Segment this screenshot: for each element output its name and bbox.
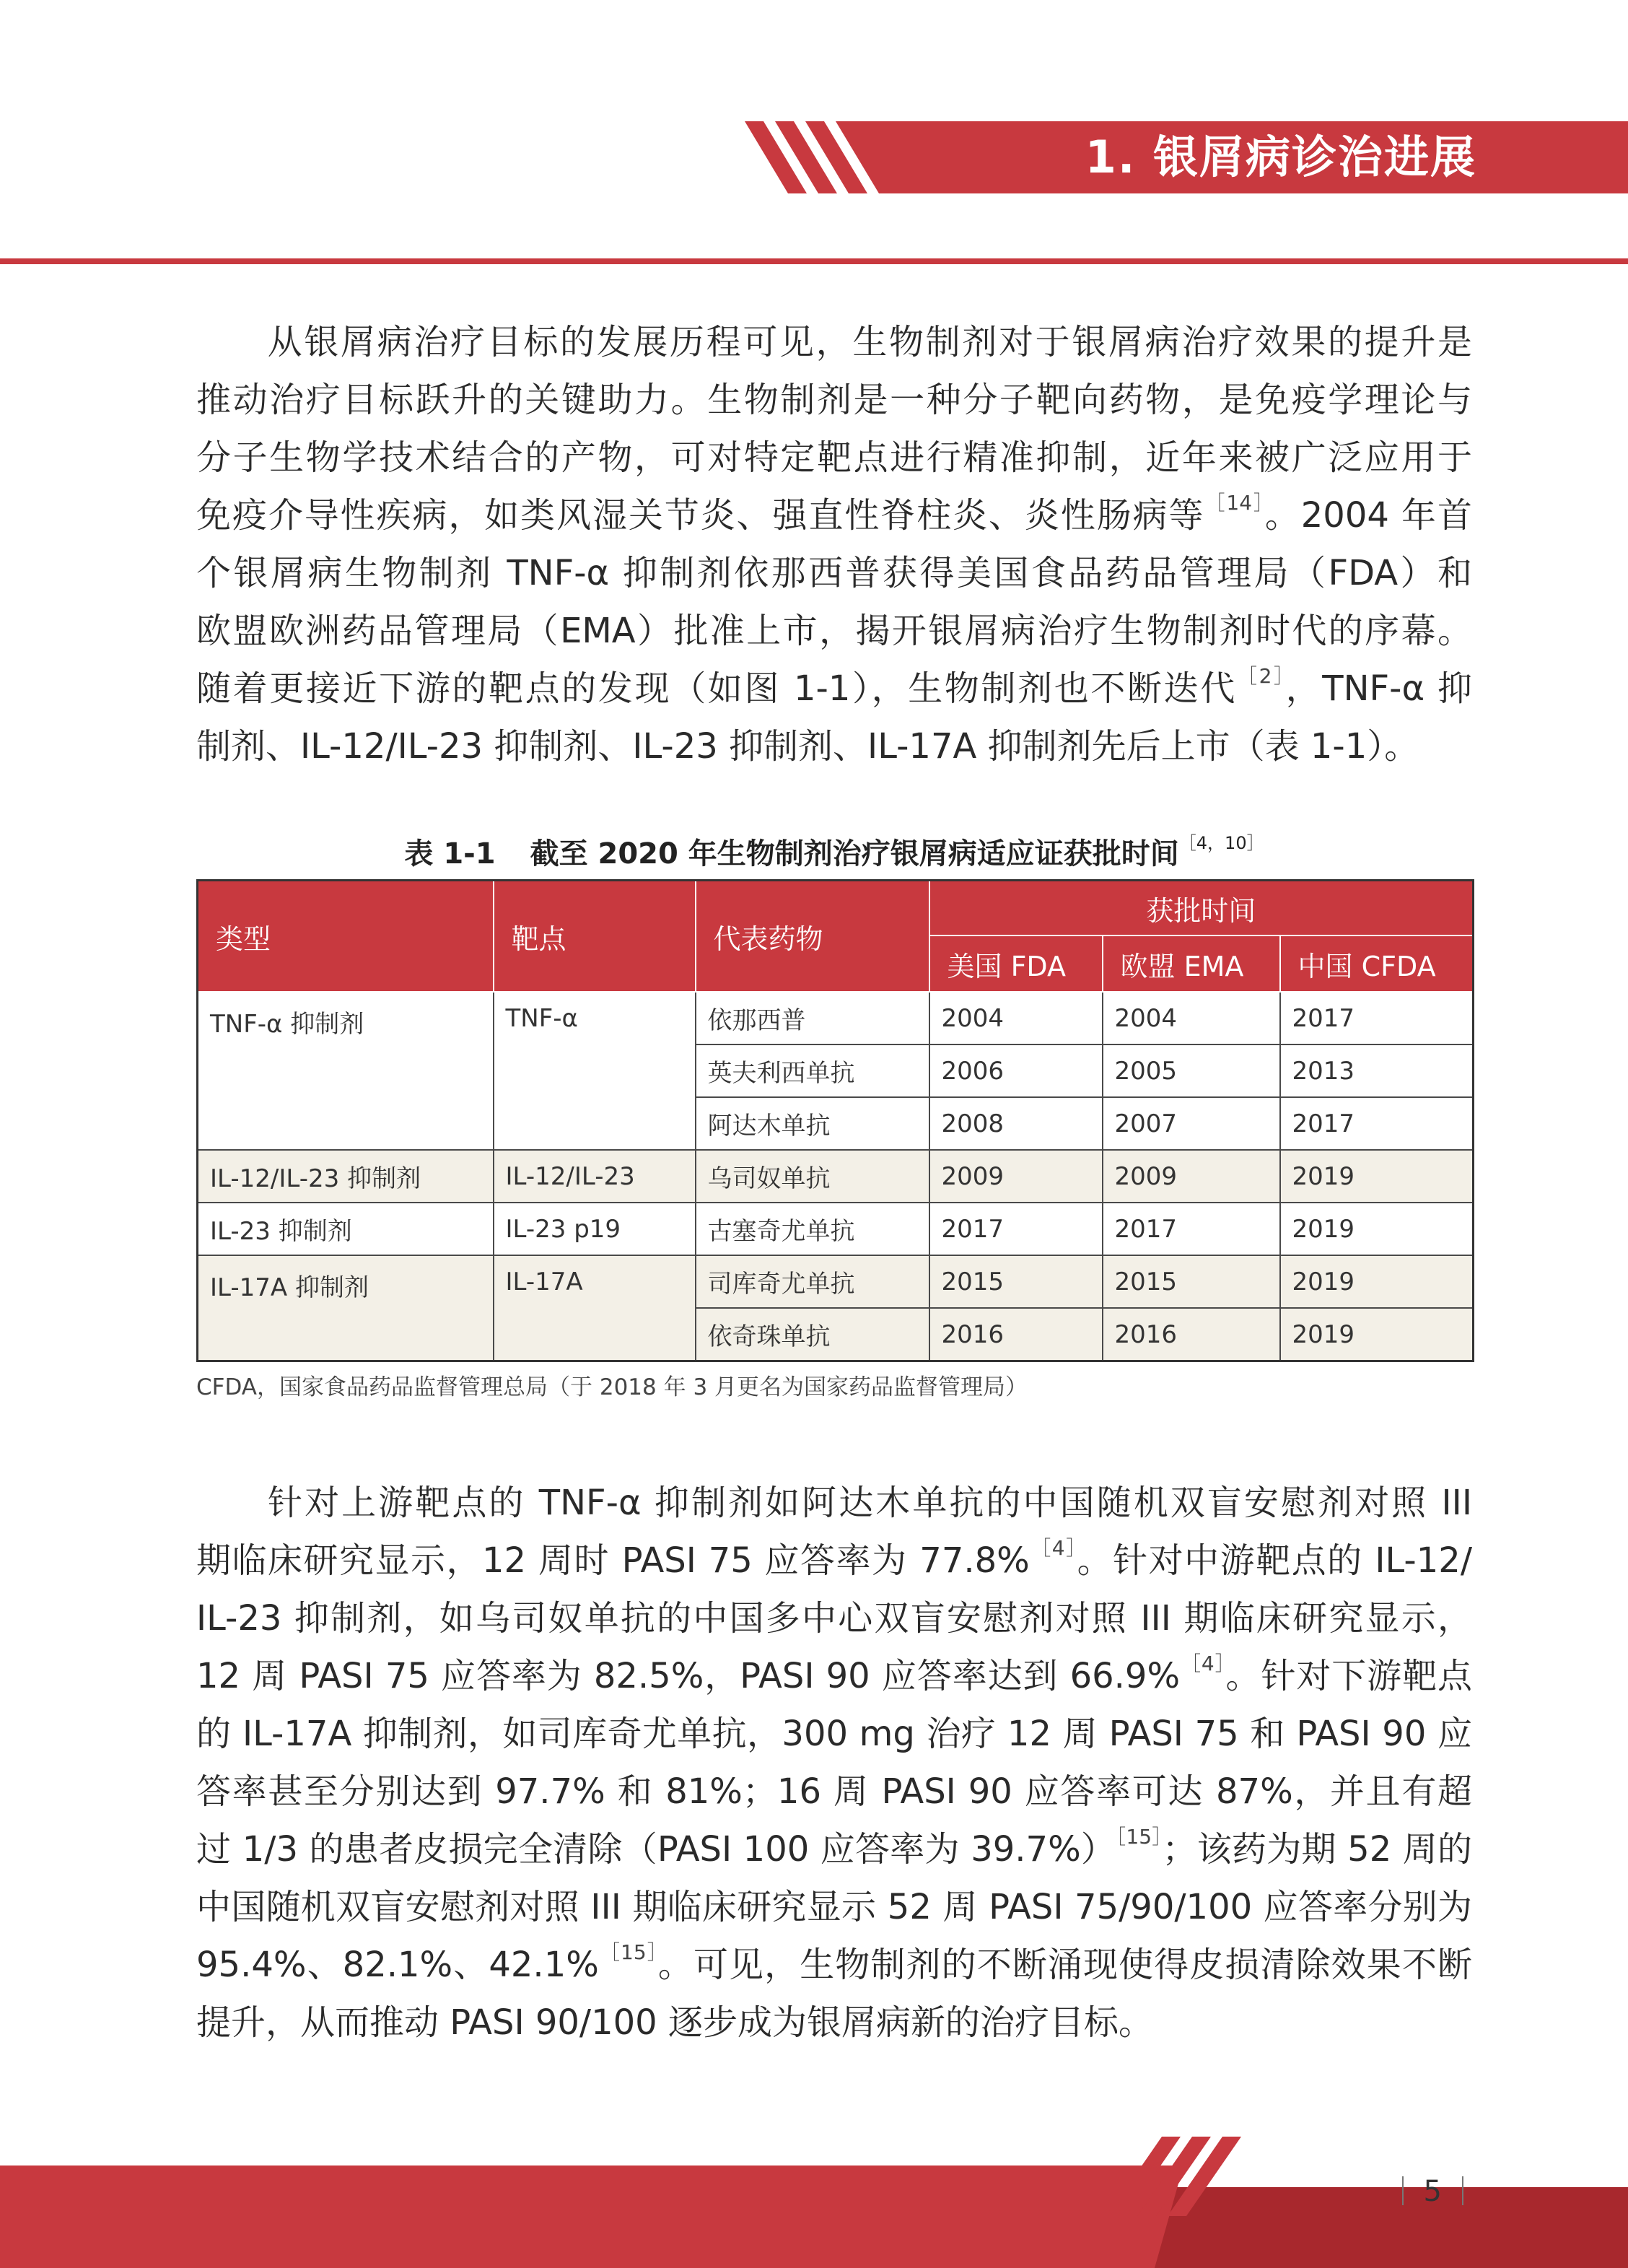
- text-line: 推动治疗目标跃升的关键助力。生物制剂是一种分子靶向药物，是免疫学理论与: [196, 380, 1472, 420]
- text-line: 随着更接近下游的靶点的发现（如图 1-1），生物制剂也不断迭代$^{[2]}$，TNF-α 抑: [196, 664, 1472, 709]
- header-rule: [0, 258, 1628, 264]
- table-row: [198, 1203, 1474, 1255]
- text-line: 个银屑病生物制剂 TNF-α 抑制剂依那西普获得美国食品药品管理局（FDA）和: [196, 553, 1472, 593]
- text-line: 免疫介导性疾病，如类风湿关节炎、强直性脊柱炎、炎性肠病等$^{[14]}$。2004 年首: [196, 491, 1472, 536]
- cell-drug: 乌司奴单抗: [696, 1150, 929, 1203]
- header-type: 类型: [198, 881, 494, 993]
- text-line: IL-23 抑制剂，如乌司奴单抗的中国多中心双盲安慰剂对照 III 期临床研究显示，: [196, 1598, 1472, 1639]
- page-divider-right: [1462, 2176, 1463, 2205]
- table-caption-number: 表 1-1: [404, 837, 496, 871]
- header-approval-time: 获批时间: [929, 881, 1474, 936]
- citation-ref: ［4，10］: [1178, 833, 1264, 853]
- cell-target: IL-12/IL-23: [494, 1150, 696, 1203]
- header-drug: 代表药物: [696, 881, 929, 993]
- cell-target: IL-23 p19: [494, 1203, 696, 1255]
- text-line: 的 IL-17A 抑制剂，如司库奇尤单抗，300 mg 治疗 12 周 PASI 75 和 PASI 90 应: [196, 1714, 1472, 1754]
- text-line: 针对上游靶点的 TNF-α 抑制剂如阿达木单抗的中国随机双盲安慰剂对照 III: [266, 1483, 1472, 1523]
- text-line: 中国随机双盲安慰剂对照 III 期临床研究显示 52 周 PASI 75/90/100 应答率分别为: [196, 1887, 1472, 1927]
- cell-cfda: 2017: [1280, 992, 1474, 1044]
- text-line: 12 周 PASI 75 应答率为 82.5%，PASI 90 应答率达到 66.9%$^{[4]}$。针对下游靶点: [196, 1652, 1472, 1696]
- table-caption: [196, 829, 1472, 872]
- cell-fda: 2006: [929, 1044, 1103, 1097]
- citation-ref: ［15］: [598, 1940, 658, 1964]
- cell-ema: 2016: [1103, 1308, 1280, 1361]
- cell-drug: 古塞奇尤单抗: [696, 1203, 929, 1255]
- header-cfda: 中国 CFDA: [1280, 935, 1474, 992]
- cell-fda: 2016: [929, 1308, 1103, 1361]
- page-divider-left: [1402, 2176, 1404, 2205]
- cell-fda: 2008: [929, 1097, 1103, 1150]
- cell-cfda: 2019: [1280, 1150, 1474, 1203]
- citation-ref: ［4］: [1180, 1652, 1226, 1675]
- cell-cfda: 2017: [1280, 1097, 1474, 1150]
- citation-ref: ［14］: [1204, 491, 1265, 515]
- header-fda: 美国 FDA: [929, 935, 1103, 992]
- text-line: 欧盟欧洲药品管理局（EMA）批准上市，揭开银屑病治疗生物制剂时代的序幕。: [196, 611, 1472, 651]
- citation-ref: ［2］: [1236, 664, 1286, 688]
- citation-ref: ［4］: [1029, 1536, 1077, 1560]
- text-line: 分子生物学技术结合的产物，可对特定靶点进行精准抑制，近年来被广泛应用于: [196, 437, 1472, 478]
- table-row: [198, 1150, 1474, 1203]
- table-footnote: CFDA，国家食品药品监督管理总局（于 2018 年 3 月更名为国家药品监督管理局）: [196, 1374, 1028, 1400]
- table-caption-text: 截至 2020 年生物制剂治疗银屑病适应证获批时间: [530, 837, 1179, 871]
- cell-cfda: 2019: [1280, 1203, 1474, 1255]
- cell-ema: 2007: [1103, 1097, 1280, 1150]
- text-line: 答率甚至分别达到 97.7% 和 81%；16 周 PASI 90 应答率可达 87%，并且有超: [196, 1771, 1472, 1812]
- cell-cfda: 2019: [1280, 1255, 1474, 1308]
- page-number-block: [1382, 2170, 1484, 2213]
- cell-ema: 2005: [1103, 1044, 1280, 1097]
- table-row: [198, 992, 1474, 1044]
- cell-drug: 阿达木单抗: [696, 1097, 929, 1150]
- text-line: 过 1/3 的患者皮损完全清除（PASI 100 应答率为 39.7%）$^{[15]}$；该药为期 52 周的: [196, 1825, 1472, 1870]
- text-line: 提升，从而推动 PASI 90/100 逐步成为银屑病新的治疗目标。: [196, 2002, 1153, 2043]
- cell-cfda: 2013: [1280, 1044, 1474, 1097]
- cell-drug: 依奇珠单抗: [696, 1308, 929, 1361]
- cell-type: TNF-α 抑制剂: [198, 992, 494, 1150]
- chapter-title: 1. 银屑病诊治进展: [1085, 131, 1476, 183]
- cell-drug: 依那西普: [696, 992, 929, 1044]
- cell-ema: 2015: [1103, 1255, 1280, 1308]
- cell-type: IL-12/IL-23 抑制剂: [198, 1150, 494, 1203]
- header-target: 靶点: [494, 881, 696, 993]
- cell-fda: 2004: [929, 992, 1103, 1044]
- cell-ema: 2017: [1103, 1203, 1280, 1255]
- table-row: [198, 1255, 1474, 1308]
- text-line: 从银屑病治疗目标的发展历程可见，生物制剂对于银屑病治疗效果的提升是: [266, 322, 1472, 362]
- approval-table: [196, 879, 1474, 1362]
- paragraph-results: [196, 1474, 1472, 2051]
- citation-ref: ［15］: [1116, 1825, 1163, 1849]
- cell-fda: 2017: [929, 1203, 1103, 1255]
- cell-drug: 英夫利西单抗: [696, 1044, 929, 1097]
- cell-target: IL-17A: [494, 1255, 696, 1361]
- header-ema: 欧盟 EMA: [1103, 935, 1280, 992]
- cell-fda: 2009: [929, 1150, 1103, 1203]
- text-line: 95.4%、82.1%、42.1%$^{[15]}$。可见，生物制剂的不断涌现使得皮损清除效果不断: [196, 1940, 1472, 1985]
- page-number: 5: [1423, 2175, 1442, 2208]
- cell-cfda: 2019: [1280, 1308, 1474, 1361]
- cell-ema: 2004: [1103, 992, 1280, 1044]
- cell-type: IL-17A 抑制剂: [198, 1255, 494, 1361]
- cell-drug: 司库奇尤单抗: [696, 1255, 929, 1308]
- cell-target: TNF-α: [494, 992, 696, 1150]
- text-line: 制剂、IL-12/IL-23 抑制剂、IL-23 抑制剂、IL-17A 抑制剂先后上市（表 1-1）。: [196, 726, 1419, 767]
- paragraph-intro: [196, 313, 1472, 775]
- cell-type: IL-23 抑制剂: [198, 1203, 494, 1255]
- text-line: 期临床研究显示，12 周时 PASI 75 应答率为 77.8%$^{[4]}$。针对中游靶点的 IL-12/: [196, 1536, 1472, 1581]
- cell-ema: 2009: [1103, 1150, 1280, 1203]
- cell-fda: 2015: [929, 1255, 1103, 1308]
